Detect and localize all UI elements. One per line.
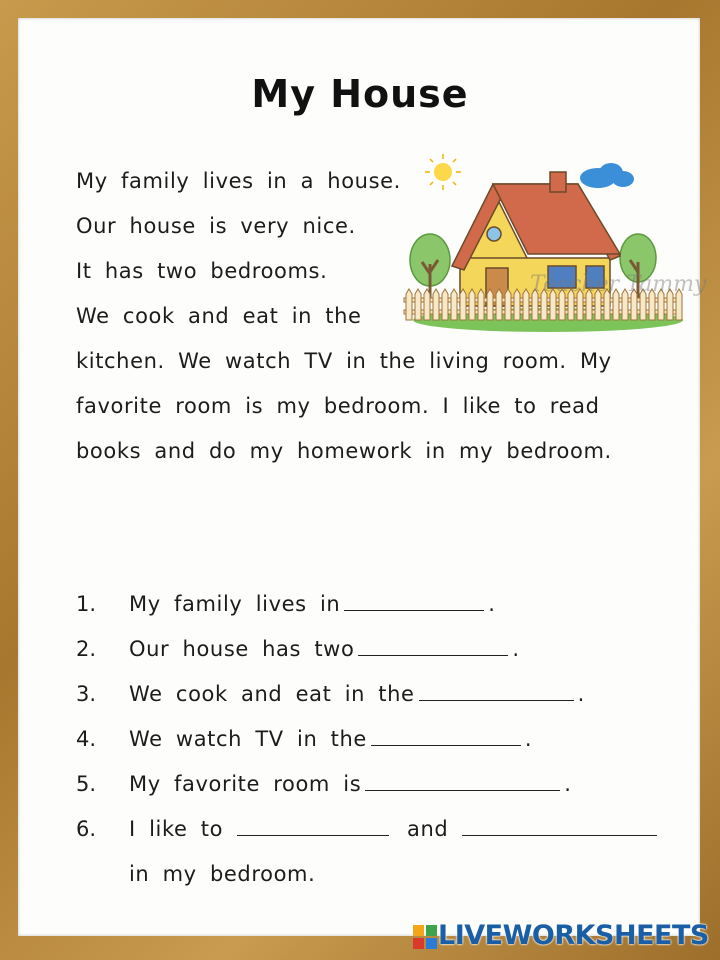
question-end: . [577, 682, 585, 706]
question-5 [129, 772, 572, 796]
question-2 [129, 637, 520, 661]
question-and: and [407, 817, 449, 841]
fence-picket [424, 289, 430, 320]
brand-text: LIVEWORKSHEETS [438, 920, 709, 951]
question-text: We cook and eat in the [129, 682, 415, 706]
story-line-2: Our house is very nice. [76, 214, 356, 238]
question-3 [129, 682, 585, 706]
story-line-3: It has two bedrooms. [76, 259, 328, 283]
fence-picket [433, 289, 439, 320]
question-end: . [488, 592, 496, 616]
question-number: 2. [76, 637, 97, 661]
sun-icon [425, 154, 461, 190]
question-6-line-2: in my bedroom. [129, 862, 316, 886]
answer-blank-6a[interactable] [237, 817, 389, 836]
fence-picket [523, 289, 529, 320]
question-text: I like to [129, 817, 224, 841]
question-4 [129, 727, 532, 751]
fence-picket [451, 289, 457, 320]
tree-icon [410, 234, 450, 298]
watermark-text: Teacher Tammy [530, 272, 707, 297]
fence-picket [496, 289, 502, 320]
cloud-icon [580, 163, 634, 188]
question-end: . [564, 772, 572, 796]
question-number: 4. [76, 727, 97, 751]
fence-picket [460, 289, 466, 320]
question-text: Our house has two [129, 637, 355, 661]
question-number: 1. [76, 592, 97, 616]
answer-blank-5[interactable] [365, 772, 560, 791]
answer-blank-4[interactable] [371, 727, 521, 746]
fence-picket [415, 289, 421, 320]
fence-picket [505, 289, 511, 320]
story-line-7: books and do my homework in my bedroom. [76, 439, 612, 463]
answer-blank-3[interactable] [419, 682, 574, 701]
question-end: . [512, 637, 520, 661]
question-number: 6. [76, 817, 97, 841]
question-1 [129, 592, 496, 616]
question-number: 5. [76, 772, 97, 796]
page-title: My House [251, 72, 469, 116]
story-line-4: We cook and eat in the [76, 304, 362, 328]
question-text: My family lives in [129, 592, 341, 616]
liveworksheets-logo-icon [413, 925, 437, 949]
answer-blank-2[interactable] [358, 637, 508, 656]
question-6 [129, 817, 661, 841]
story-line-6: favorite room is my bedroom. I like to read [76, 394, 600, 418]
question-end: . [524, 727, 533, 751]
story-line-5: kitchen. We watch TV in the living room. My [76, 349, 612, 373]
fence-picket [487, 289, 493, 320]
question-text: We watch TV in the [129, 727, 367, 751]
fence-picket [478, 289, 484, 320]
answer-blank-6b[interactable] [462, 817, 657, 836]
fence-picket [469, 289, 475, 320]
fence-picket [442, 289, 448, 320]
story-line-1: My family lives in a house. [76, 169, 401, 193]
answer-blank-1[interactable] [344, 592, 484, 611]
fence-picket [406, 289, 412, 320]
question-text: My favorite room is [129, 772, 362, 796]
fence-picket [514, 289, 520, 320]
question-number: 3. [76, 682, 97, 706]
house-illustration-icon [398, 148, 690, 338]
